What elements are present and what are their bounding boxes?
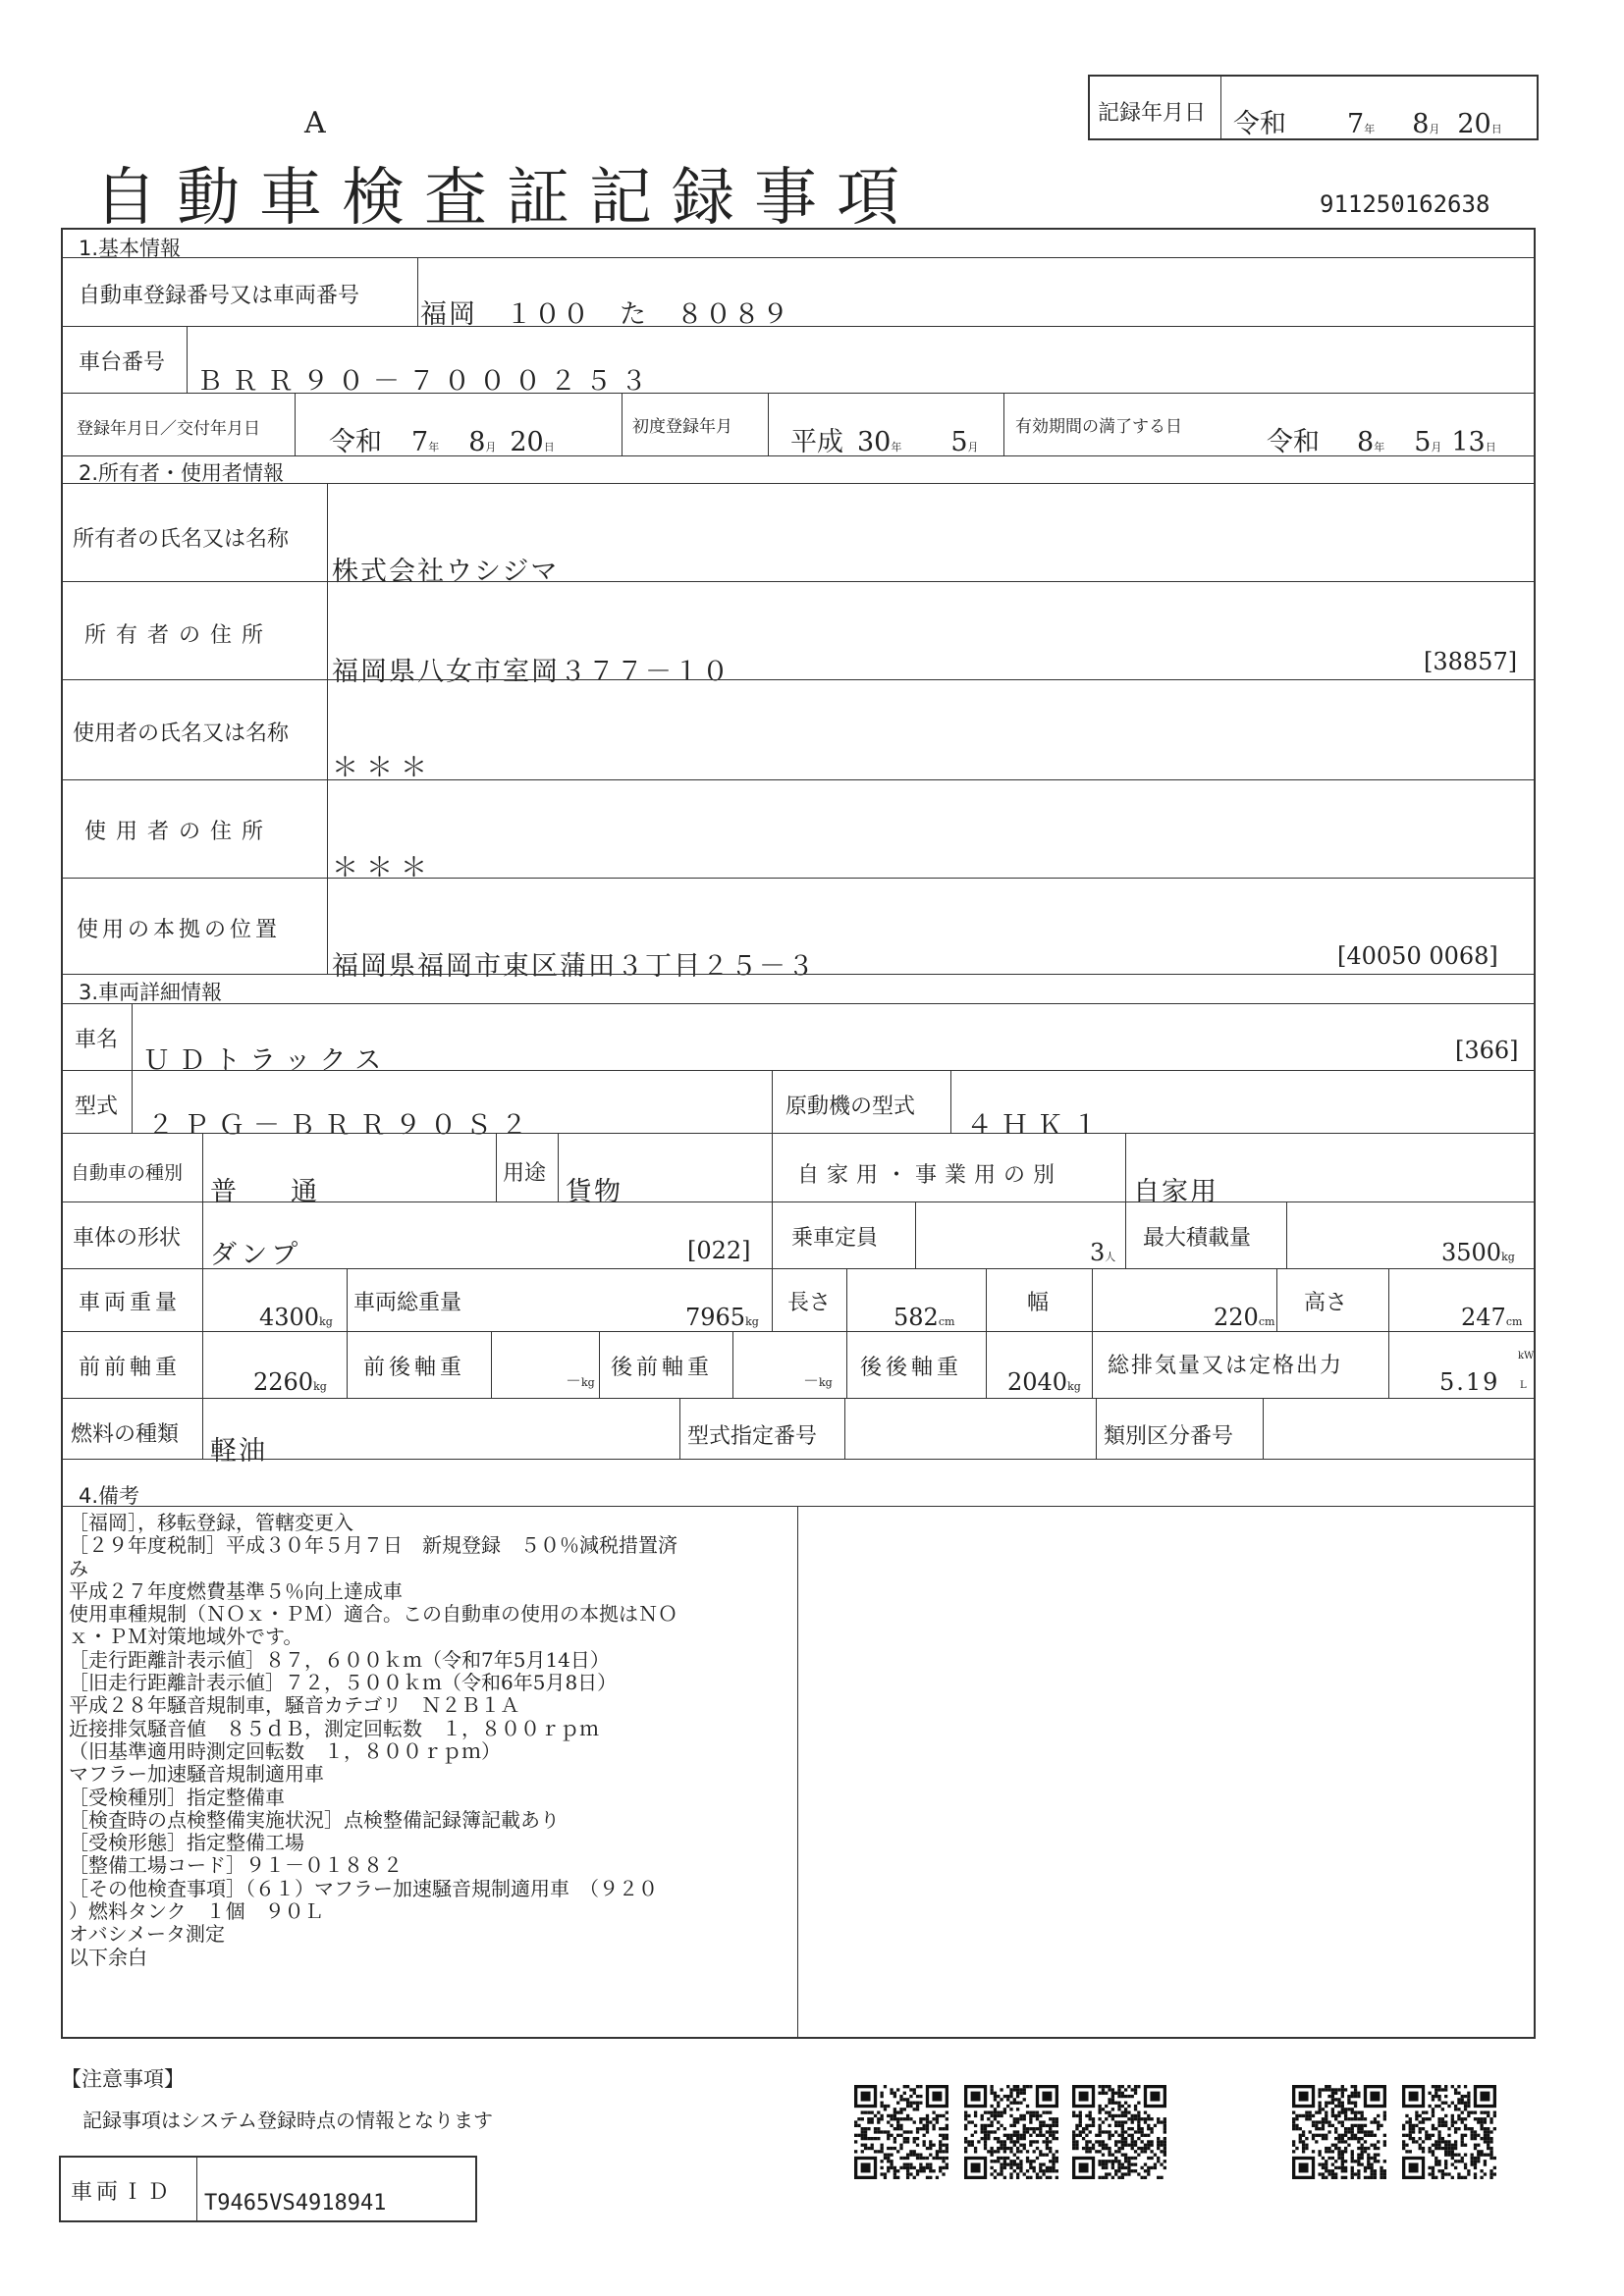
document-number: 911250162638 bbox=[1320, 190, 1490, 218]
body-shape-label: 車体の形状 bbox=[73, 1226, 182, 1251]
displacement-label: 総排気量又は定格出力 bbox=[1108, 1354, 1344, 1378]
qr-code-icon bbox=[1292, 2085, 1386, 2179]
vehicle-weight-label: 車両重量 bbox=[79, 1291, 182, 1315]
section1-title: 1.基本情報 bbox=[79, 237, 182, 260]
remark-line: オバシメータ測定 bbox=[69, 1922, 225, 1947]
reg-number-label: 自動車登録番号又は車両番号 bbox=[79, 284, 360, 308]
gross-weight-label: 車両総重量 bbox=[353, 1291, 462, 1315]
reg-number: 福岡 １００ た ８０８９ bbox=[420, 299, 790, 330]
capacity: 3人 bbox=[1090, 1239, 1116, 1266]
engine-model-label: 原動機の型式 bbox=[785, 1095, 916, 1119]
max-load: 3500kg bbox=[1441, 1239, 1515, 1266]
remark-line: ［走行距離計表示値］８７，６００ｋｍ（令和7年5月14日） bbox=[69, 1647, 610, 1672]
remark-line: 近接排気騒音値 ８５ｄＢ，測定回転数 １，８００ｒｐｍ bbox=[69, 1716, 599, 1740]
rr-axle-label: 後後軸重 bbox=[860, 1356, 963, 1380]
record-date-value: 令和 7年 8月 20日 bbox=[1233, 109, 1502, 139]
length: 582cm bbox=[893, 1304, 955, 1331]
body-shape-code: [022] bbox=[687, 1237, 751, 1264]
remark-line: マフラー加速騒音規制適用車 bbox=[69, 1762, 324, 1787]
remark-line: ［福岡］，移転登録，管轄変更入 bbox=[69, 1511, 353, 1534]
expiry-date: 令和 8年 5月 13日 bbox=[1267, 427, 1496, 457]
category-label: 類別区分番号 bbox=[1104, 1424, 1234, 1449]
displacement: 5.19 bbox=[1439, 1368, 1500, 1396]
first-reg-label: 初度登録年月 bbox=[632, 417, 732, 437]
model-label: 型式 bbox=[75, 1095, 119, 1119]
remark-line: ［検査時の点検整備実施状況］点検整備記録簿記載あり bbox=[69, 1807, 560, 1832]
capacity-label: 乗車定員 bbox=[791, 1226, 879, 1251]
base-location-label: 使用の本拠の位置 bbox=[77, 918, 282, 942]
car-name-label: 車名 bbox=[75, 1028, 119, 1052]
ff-axle: 2260kg bbox=[253, 1368, 327, 1396]
height-label: 高さ bbox=[1304, 1291, 1348, 1315]
owner-address-label: 所有者の住所 bbox=[84, 623, 274, 648]
form-mark: A bbox=[304, 106, 326, 140]
remark-line: ［受検形態］指定整備工場 bbox=[69, 1831, 304, 1855]
base-location-code: [40050 0068] bbox=[1337, 942, 1498, 970]
reg-date-label: 登録年月日／交付年月日 bbox=[77, 419, 260, 439]
notice-title: 【注意事項】 bbox=[61, 2067, 185, 2091]
rf-axle: －kg bbox=[803, 1371, 833, 1390]
private-business: 自家用 bbox=[1133, 1177, 1218, 1207]
page-title: 自動車検査証記録事項 bbox=[94, 162, 919, 235]
vehicle-type: 普 通 bbox=[210, 1177, 331, 1207]
section3-title: 3.車両詳細情報 bbox=[79, 981, 223, 1004]
remark-line: 以下余白 bbox=[69, 1945, 147, 1969]
remark-line: 使用車種規制（ＮＯｘ・ＰＭ）適合。この自動車の使用の本拠はＮＯ bbox=[69, 1602, 677, 1627]
remark-line: ［２９年度税制］平成３０年５月７日 新規登録 ５０％減税措置済 bbox=[69, 1533, 677, 1558]
car-name-code: [366] bbox=[1455, 1037, 1519, 1064]
displacement-unit-kw: kW bbox=[1518, 1351, 1535, 1362]
model: ２ＰＧ－ＢＲＲ９０Ｓ２ bbox=[147, 1110, 536, 1141]
vehicle-id: T9465VS4918941 bbox=[204, 2191, 387, 2216]
remark-line: ）燃料タンク １個 ９０Ｌ bbox=[69, 1899, 324, 1924]
gross-weight: 7965kg bbox=[685, 1304, 759, 1331]
remark-line: （旧基準適用時測定回転数 １，８００ｒｐｍ） bbox=[69, 1738, 501, 1763]
user-address: ＊＊＊ bbox=[332, 853, 435, 883]
record-date-label: 記録年月日 bbox=[1098, 101, 1207, 126]
section4-title: 4.備考 bbox=[79, 1484, 140, 1508]
reg-date: 令和 7年 8月 20日 bbox=[329, 427, 555, 457]
remark-line: 平成２８年騒音規制車，騒音カテゴリ Ｎ２Ｂ１Ａ bbox=[69, 1693, 520, 1718]
vehicle-id-label: 車両ＩＤ bbox=[71, 2180, 174, 2205]
qr-code-icon bbox=[964, 2085, 1058, 2179]
max-load-label: 最大積載量 bbox=[1143, 1226, 1252, 1251]
user-name: ＊＊＊ bbox=[332, 753, 435, 783]
remark-line: ［整備工場コード］９１－０１８８２ bbox=[69, 1853, 403, 1878]
remark-line: ［受検種別］指定整備車 bbox=[69, 1785, 285, 1809]
displacement-unit-l: L bbox=[1520, 1380, 1527, 1391]
purpose-label: 用途 bbox=[503, 1161, 547, 1186]
section2-title: 2.所有者・使用者情報 bbox=[79, 461, 285, 485]
fr-axle: －kg bbox=[566, 1371, 595, 1390]
length-label: 長さ bbox=[787, 1291, 832, 1315]
fr-axle-label: 前後軸重 bbox=[363, 1356, 466, 1380]
owner-name: 株式会社ウシジマ bbox=[332, 557, 560, 587]
remark-line: ［旧走行距離計表示値］７２，５００ｋｍ（令和6年5月8日） bbox=[69, 1671, 618, 1695]
qr-code-icon bbox=[1402, 2085, 1496, 2179]
remark-line: 平成２７年度燃費基準５％向上達成車 bbox=[69, 1578, 403, 1603]
base-location: 福岡県福岡市東区蒲田３丁目２５－３ bbox=[332, 951, 816, 982]
vehicle-weight: 4300kg bbox=[259, 1304, 333, 1331]
expiry-label: 有効期間の満了する日 bbox=[1015, 417, 1182, 437]
width-label: 幅 bbox=[1027, 1291, 1050, 1315]
vehicle-type-label: 自動車の種別 bbox=[71, 1162, 184, 1184]
ff-axle-label: 前前軸重 bbox=[79, 1356, 182, 1380]
chassis-label: 車台番号 bbox=[79, 350, 166, 375]
remark-line: ｘ・ＰＭ対策地域外です。 bbox=[69, 1625, 303, 1649]
width: 220cm bbox=[1214, 1304, 1275, 1331]
car-name: ＵＤトラックス bbox=[143, 1045, 391, 1076]
body-shape: ダンプ bbox=[210, 1240, 302, 1270]
user-name-label: 使用者の氏名又は名称 bbox=[73, 721, 290, 746]
notice-text: 記録事項はシステム登録時点の情報となります bbox=[82, 2109, 493, 2132]
private-business-label: 自家用・事業用の別 bbox=[797, 1163, 1063, 1188]
chassis-number: ＢＲＲ９０－７０００２５３ bbox=[196, 366, 656, 397]
engine-model: ４ＨＫ１ bbox=[966, 1110, 1108, 1141]
qr-code-icon bbox=[854, 2085, 948, 2179]
user-address-label: 使用者の住所 bbox=[84, 820, 274, 844]
owner-address-code: [38857] bbox=[1424, 648, 1518, 675]
qr-code-icon bbox=[1072, 2085, 1166, 2179]
fuel-label: 燃料の種類 bbox=[71, 1422, 180, 1447]
height: 247cm bbox=[1461, 1304, 1523, 1331]
remark-line: み bbox=[69, 1556, 88, 1580]
purpose: 貨物 bbox=[566, 1177, 623, 1207]
remarks-list bbox=[69, 1512, 793, 1969]
owner-address: 福岡県八女市室岡３７７－１０ bbox=[332, 657, 731, 687]
owner-name-label: 所有者の氏名又は名称 bbox=[73, 527, 290, 552]
fuel: 軽油 bbox=[210, 1436, 267, 1467]
rf-axle-label: 後前軸重 bbox=[611, 1356, 714, 1380]
rr-axle: 2040kg bbox=[1007, 1368, 1081, 1396]
type-designation-label: 型式指定番号 bbox=[687, 1424, 818, 1449]
first-reg: 平成 30年 5月 bbox=[790, 427, 979, 457]
remark-line: ［その他検査事項］（６１）マフラー加速騒音規制適用車 （９２０ bbox=[69, 1876, 658, 1900]
